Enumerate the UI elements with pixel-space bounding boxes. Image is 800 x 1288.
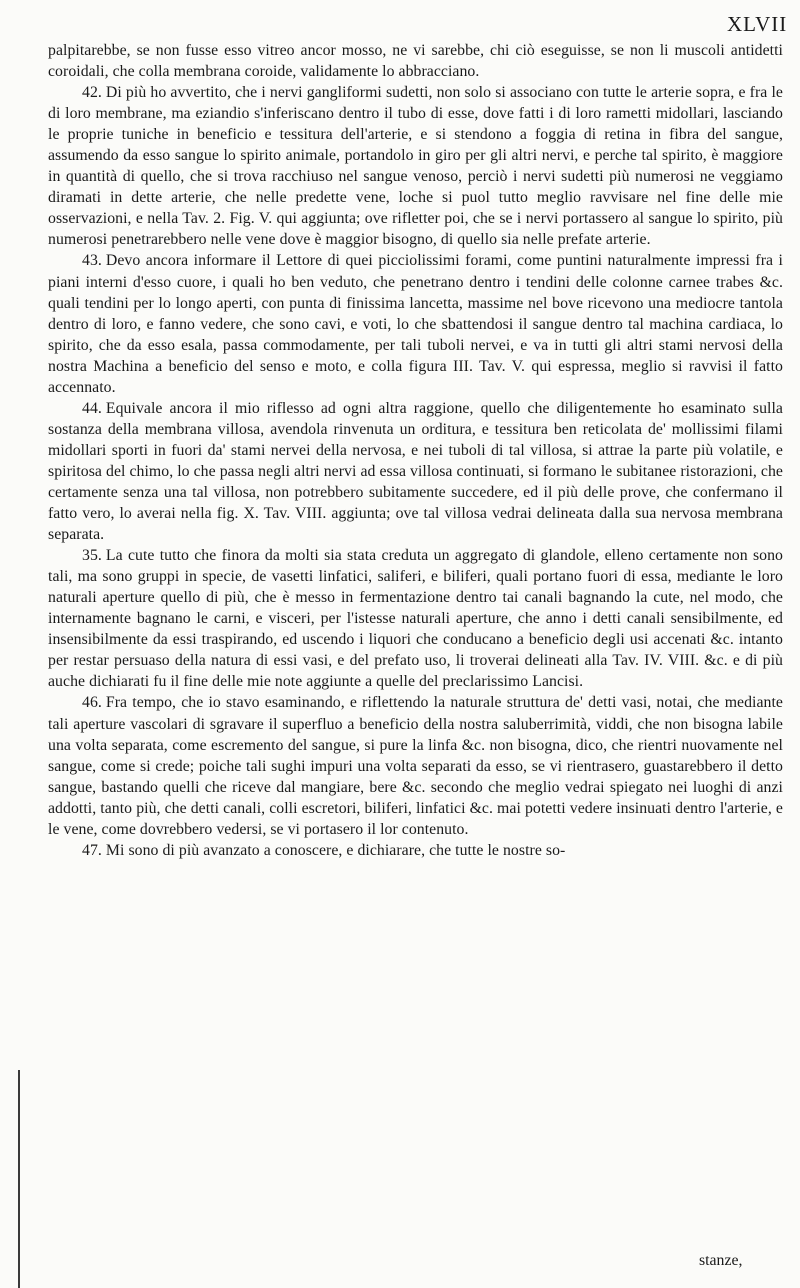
paragraph-text: Devo ancora informare il Lettore di quei picciolissimi forami, come puntini naturalmente impressi fra i piani interni d'esso cuore, i quali ho ben veduto, che penetrano dentro i tendini delle colonne carnee trabes &c. quali tendini per lo longo aperti, con punta di finissima lancetta, massime nel bove ricevono una mediocre tantola dentro di loro, e fanno vedere, che sono cavi, e voti, lo che sbattendosi il sangue dentro tal machina cardiaca, lo spirito, che da esso esala, passa commodamente, per tali tuboli nervei, e va in tutti gli altri stami nervosi della nostra Machina a beneficio del senso e moto, e colla figura III. Tav. V. qui espressa, meglio si ravvisi il fatto accennato. bbox=[48, 252, 783, 396]
paragraph-47 bbox=[48, 840, 783, 861]
paragraph-number: 46. bbox=[82, 694, 102, 712]
paragraph-46 bbox=[48, 692, 783, 839]
paragraph-continuation bbox=[48, 40, 783, 82]
text-block bbox=[48, 40, 783, 861]
paragraph-43 bbox=[48, 250, 783, 397]
paragraph-text: Equivale ancora il mio riflesso ad ogni altra raggione, quello che diligentemente ho esaminato sulla sostanza della membrana villosa, avendola rinvenuta un orditura, e tessitura ben reticolata de' mollissimi filami midollari sporti in fuori da' stami nervei della nervosa, e nei tuboli di tal villosa, si attrae la parte più volatile, e spiritosa del chimo, lo che passa negli altri nervi ad essa villosa continuati, si formano le subitanee ristorazioni, che certamente senza una tal villosa, non potrebbero subitamente succedere, ed il più delle prove, che confermano il fatto vero, lo averai nella fig. X. Tav. VIII. aggiunta; ove tal villosa vedrai delineata dalla sua nervosa membrana separata. bbox=[48, 399, 783, 544]
paragraph-42 bbox=[48, 82, 783, 250]
paragraph-text: La cute tutto che finora da molti sia stata creduta un aggregato di glandole, elleno certamente non sono tali, ma sono gruppi in specie, de vasetti linfatici, saliferi, e biliferi, quali portano fuori di essa, mediante le loro naturali aperture quello di più, che è messo in fermentazione dentro tai canali bagnando la cute, nel modo, che internamente bagnano le carni, e visceri, per l'istesse naturali aperture, che anno i detti canali sensibilmente, ed insensibilmente da essi traspirando, ed uscendo i liquori che conducano a beneficio degli usi accenati &c. intanto per restar persuaso della natura di essi vasi, e del prefato uso, li troverai delineati alla Tav. IV. VIII. &c. e di più auche dichiarati fu il fine delle mie note aggiunte a quelle del preclarissimo Lancisi. bbox=[48, 547, 783, 691]
paragraph-text: Mi sono di più avanzato a conoscere, e dichiarare, che tutte le nostre so- bbox=[105, 841, 566, 859]
paragraph-number: 42. bbox=[82, 84, 102, 102]
margin-rule bbox=[18, 1070, 20, 1288]
paragraph-number: 44. bbox=[82, 399, 102, 417]
paragraph-number: 43. bbox=[82, 252, 102, 270]
paragraph-text: Fra tempo, che io stavo esaminando, e riflettendo la naturale struttura de' detti vasi, notai, che mediante tali aperture vascolari di sgravare il superfluo a beneficio della nostra saluberrimità, viddi, che non bisogna labile una volta separata, come escremento del sangue, si pure la linfa &c. non bisogna, dico, che rientri nuovamente nel sangue, come si crede; poiche tali sughi impuri una volta separati da esso, se vi rientrasero, guastarebbero il detto sangue, bastando quelli che riceve dal mangiare, bere &c. secondo che meglio vedrai spiegato nei luoghi di anzi addotti, tanto più, che detti canali, colli escretori, biliferi, linfatici &c. mai potetti vedere insinuati dentro l'arterie, e le vene, come dovrebbero vedersi, se vi portasero il lor contenuto. bbox=[48, 694, 783, 838]
paragraph-35 bbox=[48, 545, 783, 692]
paragraph-44 bbox=[48, 398, 783, 545]
paragraph-number: 35. bbox=[82, 547, 102, 565]
paragraph-text: palpitarebbe, se non fusse esso vitreo ancor mosso, ne vi sarebbe, chi ciò eseguisse, se non li muscoli antidetti coroidali, che colla membrana coroide, validamente lo abbracciano. bbox=[48, 42, 783, 81]
paragraph-text: Di più ho avvertito, che i nervi gangliformi sudetti, non solo si associano con tutte le arterie sopra, e fra le di loro membrane, ma eziandio s'inferiscano dentro il tubo di esse, dove fatti i di loro rametti midollari, lasciando le proprie tuniche in beneficio e tessitura dell'arterie, e si stendono a foggia di retina in fibra del sangue, assumendo da esso sangue lo spirito animale, portandolo in giro per gli altri nervi, e perche tal spirito, è maggiore in quantità di quello, che si trova racchiuso nel sangue venoso, perciò i nervi sudetti più numerosi ne veggiamo diramati in dette arterie, che nelle predette vene, loche si puol tutto meglio ravvisare nel fine delle mie osservazioni, e nella Tav. 2. Fig. V. qui aggiunta; ove rifletter poi, che se i nervi portassero al sangue lo spirito, più numerosi penetrarebbero nelle vene dove è maggior bisogno, di quello sia nelle prefate arterie. bbox=[48, 84, 783, 249]
page-number: XLVII bbox=[727, 12, 788, 36]
catchword: stanze, bbox=[699, 1252, 743, 1269]
paragraph-number: 47. bbox=[82, 841, 102, 859]
